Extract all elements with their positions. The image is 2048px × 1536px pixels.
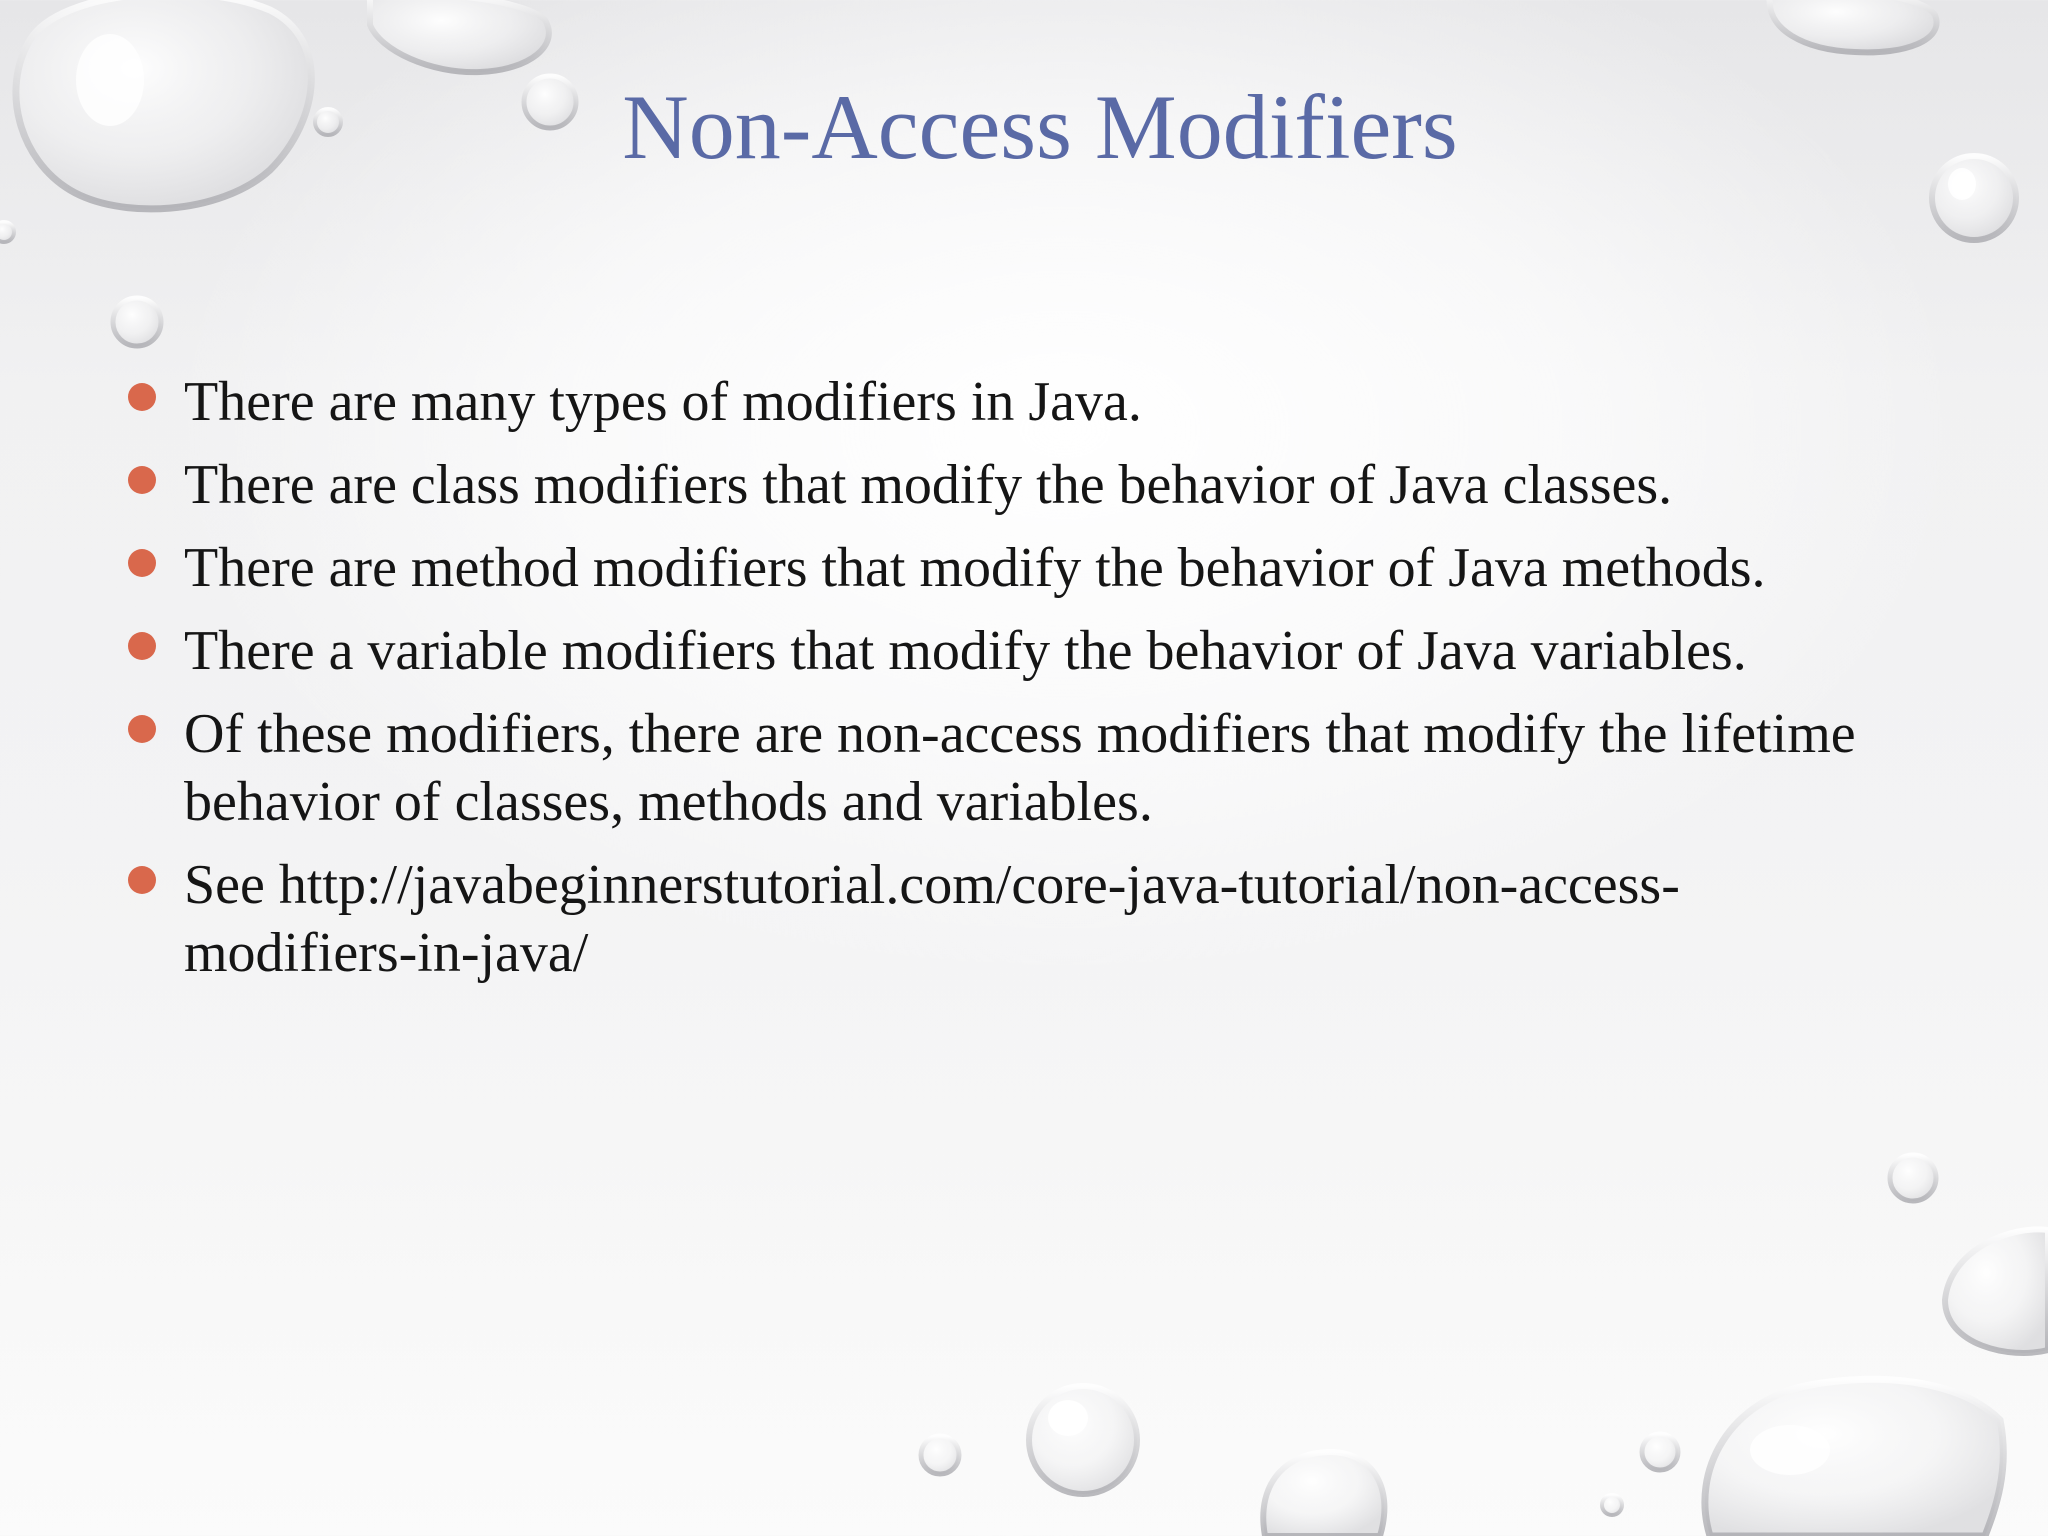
bullet-dot-icon bbox=[128, 715, 156, 743]
bullet-item bbox=[128, 700, 1888, 836]
droplet bbox=[1705, 1379, 2003, 1536]
droplet bbox=[1029, 1386, 1137, 1494]
droplet bbox=[113, 298, 161, 346]
bullet-text: There are method modifiers that modify the behavior of Java methods. bbox=[184, 537, 1766, 599]
droplet bbox=[1770, 0, 1937, 52]
droplet bbox=[921, 1436, 959, 1474]
bullet-dot-icon bbox=[128, 466, 156, 494]
bullet-text: There are many types of modifiers in Java. bbox=[184, 371, 1142, 433]
bullet-item bbox=[128, 617, 1888, 685]
bullet-text: See http://javabeginnerstutorial.com/core-java-tutorial/non-access-modifiers-in-java/ bbox=[184, 854, 1680, 984]
bullet-text: Of these modifiers, there are non-access modifiers that modify the lifetime behavior of classes, methods and variables. bbox=[184, 703, 1856, 833]
droplet bbox=[0, 222, 14, 242]
bullet-dot-icon bbox=[128, 632, 156, 660]
bullet-item bbox=[128, 534, 1888, 602]
bullet-text: There a variable modifiers that modify the behavior of Java variables. bbox=[184, 620, 1747, 682]
slide-content bbox=[128, 368, 1888, 1002]
slide-title: Non-Access Modifiers bbox=[622, 76, 1458, 178]
bullet-item bbox=[128, 451, 1888, 519]
bullet-dot-icon bbox=[128, 866, 156, 894]
bullet-dot-icon bbox=[128, 549, 156, 577]
droplet bbox=[1602, 1495, 1622, 1515]
droplet bbox=[1945, 1229, 2048, 1353]
droplet bbox=[1642, 1434, 1678, 1470]
droplet bbox=[1890, 1155, 1936, 1201]
bullet-text: There are class modifiers that modify the behavior of Java classes. bbox=[184, 454, 1673, 516]
droplet bbox=[1263, 1452, 1384, 1536]
bullet-list bbox=[128, 368, 1888, 987]
bullet-dot-icon bbox=[128, 383, 156, 411]
bullet-item bbox=[128, 851, 1888, 987]
bullet-item bbox=[128, 368, 1888, 436]
droplet bbox=[370, 0, 549, 72]
